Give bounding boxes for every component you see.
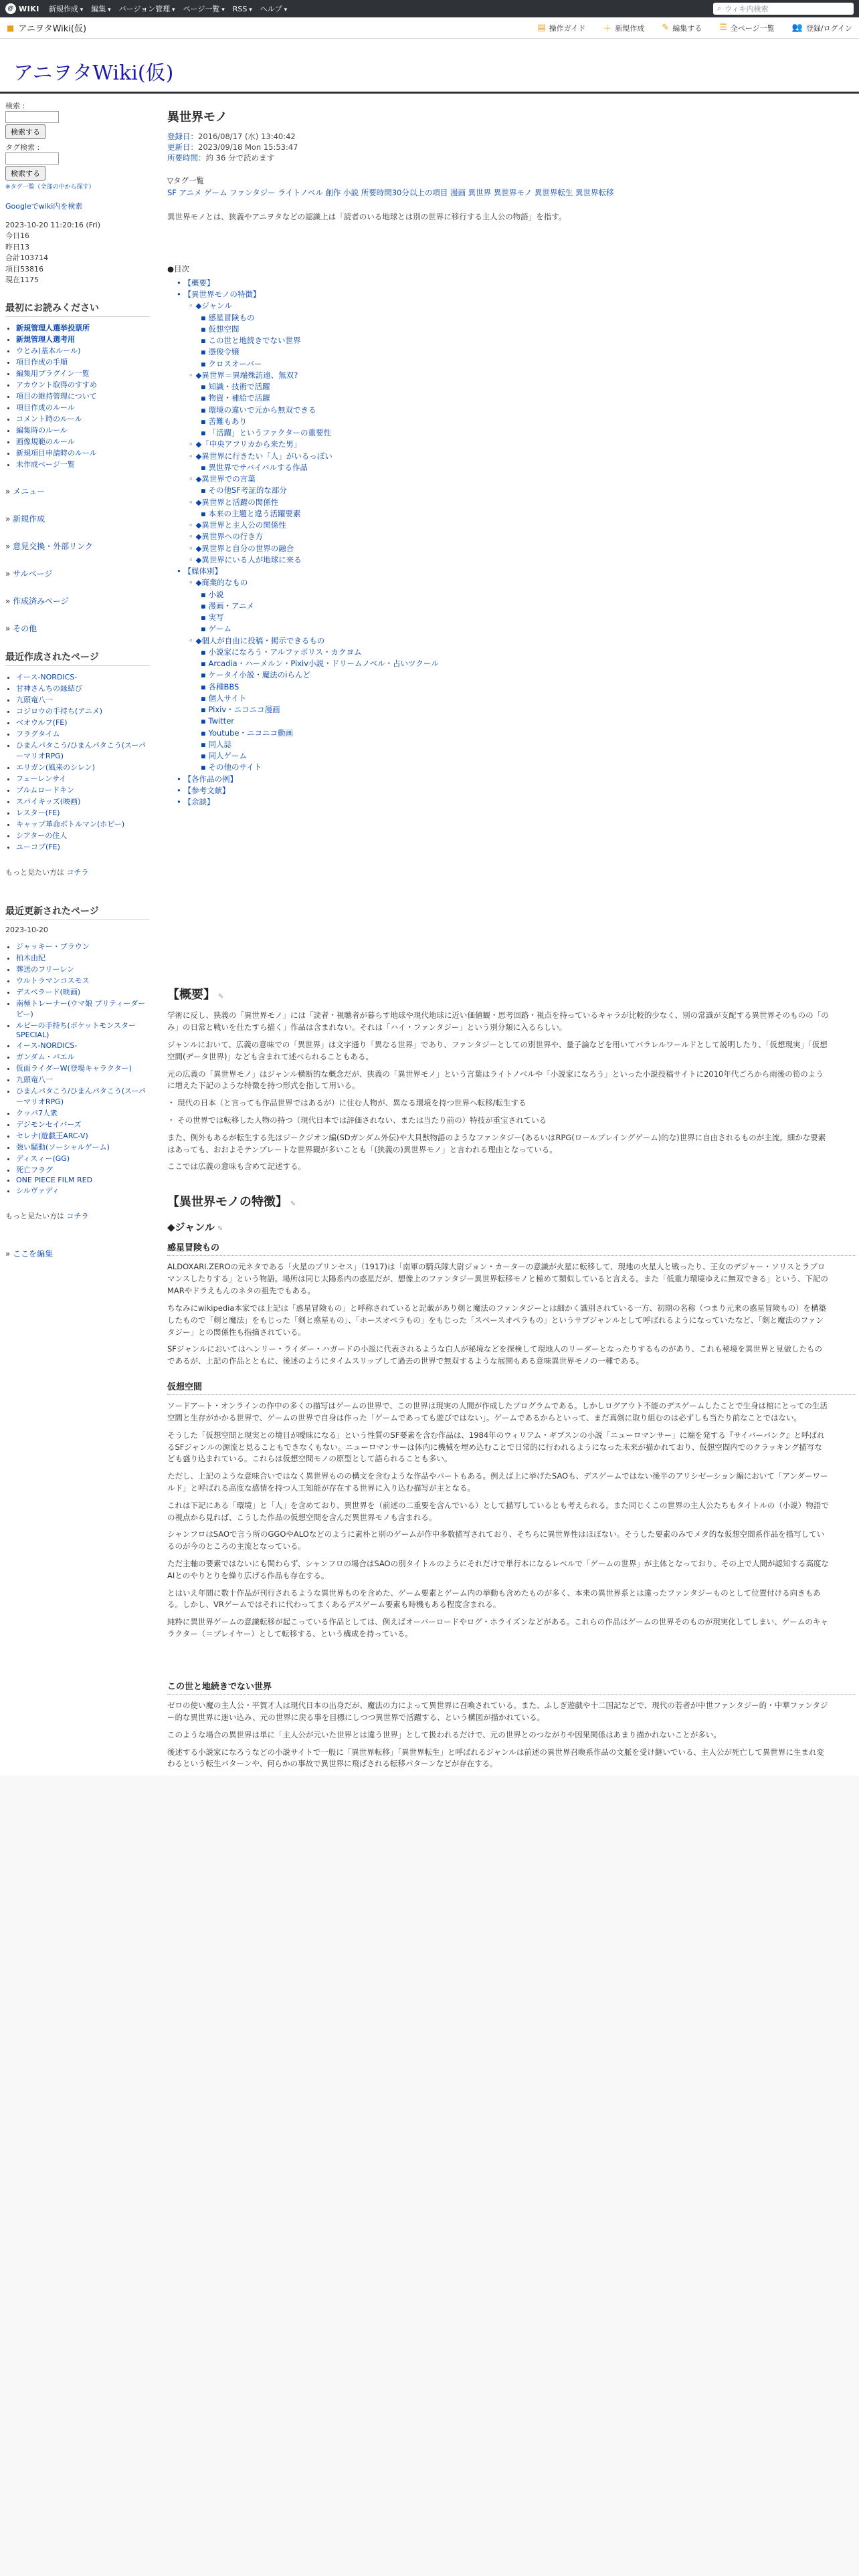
paragraph: また、例外もあるが転生する先はジークジオン編(SDガンダム外伝)や大貝獣物語のようなファンタジー(あるいはRPG(ロールプレイングゲーム)的な)世界に自由されるものが主流。細かな要素はあっても、おおよそテンプレートな世界観が多いことも「(狭義の)異世界モノ」と言われる理由となっている。 xyxy=(167,1132,826,1154)
toc-item[interactable]: ▪ ゲーム xyxy=(201,624,231,634)
paragraph: SFジャンルにおいてはヘンリー・ライダー・ハガードの小説に代表されるような白人が秘境などを探検して現地人のリーダーとなったりするものがあり、これも秘境を異世界と見做したものであるが、上記の作品とともに、後述のようにタイムスリップして過去の世界で無双するような展開もある意味異世界モノの一種である。 xyxy=(167,1344,823,1366)
tag-header: ▽タグ一覧 xyxy=(167,176,204,186)
toc-header: ●目次 xyxy=(167,263,190,274)
recent-date: 2023-10-20 xyxy=(5,925,48,934)
recent-created-item[interactable]: • フェーレンサイ xyxy=(16,773,150,784)
menu-version[interactable]: バージョン管理 ▾ xyxy=(119,3,175,14)
toc-item[interactable]: ▪ Twitter xyxy=(201,716,234,726)
sidebar-search-input[interactable] xyxy=(5,111,59,123)
menu-help[interactable]: ヘルプ ▾ xyxy=(260,3,287,14)
features-heading: 【異世界モノの特徴】 ✎ xyxy=(167,1195,296,1210)
recent-updated-item[interactable]: • 仮面ライダーW(登場キャラクター) xyxy=(16,1063,150,1073)
subsection-heading-2: 仮想空間 xyxy=(167,1381,856,1395)
edit-here-link[interactable]: » ここを編集 xyxy=(5,1248,150,1259)
toc-item[interactable]: • 【余談】 xyxy=(177,797,215,807)
tag-search-label: タグ検索 : xyxy=(5,143,40,152)
guide-button[interactable]: ▤ 操作ガイド xyxy=(537,23,586,33)
wiki-search-box[interactable] xyxy=(713,3,854,15)
first-read-list xyxy=(5,322,150,469)
toc-item[interactable]: ▪ クロスオーバー xyxy=(201,358,262,368)
toc-item[interactable]: ▪ 「活躍」というファクターの重要性 xyxy=(201,428,331,438)
list-icon: ☰ xyxy=(719,23,727,33)
more-updated-link[interactable]: コチラ xyxy=(66,1211,89,1220)
tag-list-link[interactable]: ※タグ一覧（全部の中から探す） xyxy=(5,184,95,191)
more-created-link[interactable]: コチラ xyxy=(66,867,89,877)
recent-updated-list xyxy=(5,941,150,1196)
article xyxy=(155,94,856,1776)
paragraph: ここでは広義の意味も含めて記述する。 xyxy=(167,1162,306,1172)
toc-item[interactable]: • 【媒体別】 xyxy=(177,566,222,576)
toc-item[interactable]: ◦ ◆異世界に行きたい「人」がいるっぽい xyxy=(189,451,332,461)
top-menu-bar xyxy=(0,0,859,17)
recent-updated-item[interactable]: • セレナ(遊戯王ARC-V) xyxy=(16,1130,150,1141)
recent-updated-item[interactable]: • ウルトラマンコスモス xyxy=(16,975,150,986)
paragraph: ・ その世界では転移した人物の持つ（現代日本では評価されない、または当たり前の）特技が重宝されている xyxy=(167,1115,547,1125)
toc-item[interactable]: ◦ ◆異世界での言葉 xyxy=(189,474,256,484)
toc-item[interactable]: ▪ Youtube・ニコニコ動画 xyxy=(201,728,293,738)
google-search-link[interactable]: Googleでwiki内を検索 xyxy=(5,202,83,211)
search-label: 検索 : xyxy=(5,102,25,110)
overview-heading: 【概要】 ✎ xyxy=(167,988,224,1002)
table-of-contents xyxy=(167,263,856,809)
paragraph: ちなみにwikipedia本家では上記は「惑星冒険もの」と呼称されていると記載があり剣と魔法のファンタジーとは細かく識別されている一方、初期の名称（つまり元来の惑星冒険もの）を構築したもので「剣と魔法」をもじった「剣と惑星もの」、「ホースオペラもの」をもじった「スペースオペラもの」というサブジャンルとして呼ばれるようになっていたなど、「剣と魔法のファンタジー」との関係性も指摘されている。 xyxy=(167,1303,827,1337)
recent-updated-item[interactable]: • ガンダム・バエル xyxy=(16,1051,150,1062)
nav-salvage[interactable]: » サルベージ xyxy=(5,568,150,579)
paragraph: ただし、上記のような意味合いではなく異世界ものの構文を含むような作品やパートもある。例えば上に挙げたSAOも、デスゲームではない後半のアリシゼーション編において「アンダーワールド」と呼ばれる高度な感情を持つ人工知能が存在する世界に入り込む描写が主となる。 xyxy=(167,1471,828,1493)
plus-icon: ＋ xyxy=(603,24,612,34)
first-read-item[interactable]: • 未作成ページ一覧 xyxy=(16,459,150,469)
menu-pages[interactable]: ページ一覧 ▾ xyxy=(183,3,225,14)
home-icon[interactable]: ■ xyxy=(7,23,15,33)
toc-item[interactable]: ◦ ◆「中央アフリカから来た男」 xyxy=(189,439,302,449)
paragraph: ・ 現代の日本（と言っても作品世界ではあるが）に住む人物が、異なる環境を持つ世界へ転移/転生する xyxy=(167,1098,527,1108)
first-read-item[interactable]: • 項目の維持管理について xyxy=(16,391,150,401)
recent-created-item[interactable]: • コジロウの手持ち(アニメ) xyxy=(16,706,150,716)
recent-updated-item[interactable]: • ジャッキー・ブラウン xyxy=(16,941,150,952)
first-read-heading: 最初にお読みください xyxy=(5,301,150,317)
all-pages-button[interactable]: ☰ 全ページ一覧 xyxy=(719,23,775,33)
recent-created-item[interactable]: • キャップ革命ボトルマン(ホビー) xyxy=(16,819,150,829)
recent-updated-item[interactable]: • 強い騒動(ソーシャルゲーム) xyxy=(16,1142,150,1152)
search-placeholder: ウィキ内検索 xyxy=(725,5,769,13)
recent-updated-item[interactable]: • シルヴァディ xyxy=(16,1185,150,1196)
toc-item[interactable]: ◦ ◆異世界＝異端殊訪遠、無双? xyxy=(189,370,298,380)
toc-item[interactable]: ◦ ◆異世界にいる人が地球に来る xyxy=(189,554,302,564)
recent-updated-item[interactable]: • デジモンセイバーズ xyxy=(16,1119,150,1130)
search-icon: ⌕ xyxy=(717,4,722,13)
toc-item[interactable]: ▪ ケータイ小説・魔法のiらんど xyxy=(201,670,310,680)
toc-item[interactable]: ▪ この世と地続きでない世界 xyxy=(201,336,301,346)
recent-created-item[interactable]: • ブルムロードキン xyxy=(16,784,150,795)
recent-created-item[interactable]: • レスター(FE) xyxy=(16,807,150,818)
toc-item[interactable]: ▪ 小説家になろう・アルファポリス・カクヨム xyxy=(201,647,362,657)
toc-item[interactable]: ◦ ◆個人が自由に投稿・掲示できるもの xyxy=(189,635,325,645)
paragraph: とはいえ年間に数十作品が刊行されるような異世界ものを含めた、ゲーム要素とゲーム内の挙動も含めたものが多く、本来の異世界系とは違ったファンタジーものとして位置付ける向きもある。しかし、VRゲームではそれに代わってまくあるデスゲーム要素も時機もある程度含まれる。 xyxy=(167,1588,821,1610)
paragraph: ソードアート・オンラインの作中の多くの描写はゲームの世界で、この世界は現実の人間が作成したプログラムである。しかしログアウト不能のデスゲームしたことで生身は棺にとっての生活空間と生存がかかる世界で、ゲームの世界で自身は作った「ゲームであっても遊びではない」。ゲームであるからといって、まだ真剣に取り組むのは必ずしも当たり前なことではない。 xyxy=(167,1401,828,1422)
site-title-area xyxy=(0,39,859,94)
subsection-body-2 xyxy=(167,1400,856,1640)
edit-pencil-icon[interactable]: ✎ xyxy=(218,993,224,1001)
wiki-logo-icon[interactable]: @ xyxy=(5,3,16,14)
toc-item[interactable]: ▪ 小説 xyxy=(201,589,224,599)
first-read-item[interactable]: • 新規項目申請時のルール xyxy=(16,447,150,458)
paragraph: ジャンルにおいて、広義の意味での「異世界」は文字通り「異なる世界」であり、ファンタジーとしての別世界や、量子論などを用いてパラレルワールドとして説明したり、「仮想現実」「仮想空間(データ世界)」なども含まれて述べられることもある。 xyxy=(167,1039,828,1061)
recent-created-item[interactable]: • 甘神さんちの縁結び xyxy=(16,683,150,693)
overview-body xyxy=(167,1010,856,1173)
edit-pencil-icon[interactable]: ✎ xyxy=(290,1200,296,1208)
recent-updated-item[interactable]: • ルビーの手持ち(ポケットモンスターSPECIAL) xyxy=(16,1020,150,1039)
paragraph: 純粋に異世界ゲームの意識転移が起こっている作品としては、例えばオーバーロードやログ・ホライズンなどがある。これらの作品はゲームの世界そのものが現実化してしまい、ゲームのキャラクター（＝プレイヤー）として転移する、という構成を持っている。 xyxy=(167,1617,828,1639)
recent-updated-item[interactable]: • 柏木由紀 xyxy=(16,952,150,963)
recent-updated-item[interactable]: • 南極トレーナー(ウマ娘 プリティーダービー) xyxy=(16,998,150,1019)
subsection-heading-1: 感星冒険もの xyxy=(167,1242,856,1256)
paragraph: ただ主軸の要素ではないにも関わらず、シャンフロの場合はSAOの別タイトルのようにそれだけで単行本になるレベルで「ゲームの世界」が主体となっており、その上で人間が認知する高度なAIとのやりとりを繰り広げる作品も存在する。 xyxy=(167,1559,829,1580)
nav-other[interactable]: » その他 xyxy=(5,623,150,634)
first-read-item[interactable]: • 編集用プラグイン一覧 xyxy=(16,368,150,379)
toc-item[interactable]: ▪ 物資・補給で活躍 xyxy=(201,393,270,403)
recent-created-item[interactable]: • 九頭竜八一 xyxy=(16,694,150,705)
recent-updated-item[interactable]: • ディスィー(GG) xyxy=(16,1153,150,1164)
menu-edit[interactable]: 編集 ▾ xyxy=(91,3,110,14)
recent-updated-item[interactable]: • 九頭竜八一 xyxy=(16,1074,150,1085)
paragraph: 後述する小説家になろうなどの小説サイトで一般に「異世界転移」「異世界転生」と呼ばれるジャンルは前述の異世界召喚系作品の文脈を受け継いでいる、主人公が死亡して異世界に生まれ変わるという転生パターンや、何らかの事故で異世界に飛ばされる転移パターンなどが存在する。 xyxy=(167,1747,824,1769)
edit-pencil-icon[interactable]: ✎ xyxy=(217,1225,223,1233)
toc-item[interactable]: • 【異世界モノの特徴】 xyxy=(177,290,261,300)
more-created: もっと見たい方は コチラ xyxy=(5,867,89,877)
toc-item[interactable]: ▪ Arcadia・ハーメルン・Pixiv小説・ドリームノベル・占いツクール xyxy=(201,659,439,669)
new-page-button[interactable]: ＋ 新規作成 xyxy=(603,21,644,34)
toc-item[interactable]: ▪ その他のサイト xyxy=(201,762,262,772)
toc-item[interactable]: ◦ ◆異世界と活躍の関係性 xyxy=(189,497,279,507)
pencil-icon: ✎ xyxy=(662,23,670,33)
first-read-item[interactable]: • 新規管理人選挙投票所 xyxy=(16,322,150,333)
toc-item[interactable]: ◦ ◆ジャンル xyxy=(189,301,232,311)
subsection-body-1 xyxy=(167,1261,856,1368)
paragraph: シャンフロはSAOで言う所のGGOやALOなどのように素朴と別のゲームが作中多数描写されており、そちらに異世界性はほぼない。そうした要素のみでメタ的な仮想空間系作品を描写しているのが今のところの主流となっている。 xyxy=(167,1529,825,1551)
paragraph: 学術に反し、狭義の「異世界モノ」には「読者・視聴者が暮らす地球や現代地球に近い価値観・思考回路・視点を持っているキャラが比較的少なく、別の常識が支配する異世界そのものの「のみ」の日常と戦いを仕たすら描く」作品は含まれない。それは「ハイ・ファンタジー」という別分類に入るらしい。 xyxy=(167,1010,829,1033)
paragraph: ゼロの使い魔の主人公・平賀才人は現代日本の出身だが、魔法の力によって異世界に召喚されている。また、ふしぎ遊戯や十二国記などで、現代の若者が中世ファンタジー的・中華ファンタジー的な異世界に迷い込み、元の世界に戻る事を目標にしつつ異世界で活躍する、という構図が描かれている。 xyxy=(167,1701,828,1722)
paragraph: このような場合の異世界は単に「主人公が元いた世界とは違う世界」として扱われるだけで、元の世界とのつながりや因果関係はあまり描かれないことが多い。 xyxy=(167,1729,721,1739)
site-title[interactable]: アニヲタWiki(仮) xyxy=(13,62,174,85)
first-read-item[interactable]: • 編集時のルール xyxy=(16,425,150,435)
nav-menu[interactable]: » メニュー xyxy=(5,486,150,497)
recent-created-item[interactable]: • フラグタイム xyxy=(16,728,150,739)
toc-item[interactable]: ▪ 仮想空間 xyxy=(201,324,240,334)
recent-updated-item[interactable]: • 死亡フラグ xyxy=(16,1164,150,1175)
recent-created-item[interactable]: • シアターの住人 xyxy=(16,830,150,841)
toc-item[interactable]: ▪ 環境の違いで元から無双できる xyxy=(201,405,316,415)
paragraph: ALDOXARI.ZEROの元ネタである「火星のプリンセス」（1917)は「南軍の騎兵隊大尉ジョン・カーターの意識が火星に転移して、現地の火星人と戦ったり、王女のデジャー・ソリスとラブロマンスしたりする」という物語。場所は同じ太陽系内の惑星だが、想像上のファンタジー異世界転移モノと極めて類似していると言える。また「低重力環境ゆえに無双できる」という、下記のMARやドラえもんのネタの祖先でもある。 xyxy=(167,1262,828,1296)
paragraph: 元の広義の「異世界モノ」はジャンル横断的な概念だが、狭義の「異世界モノ」という言葉はライトノベルや「小説家になろう」といった小説投稿サイトに2010年代ごろから雨後の筍のように増えた下記のような特徴を持つ形式を指して用いる。 xyxy=(167,1069,824,1091)
paragraph: そうした「仮想空間と現実との境目が曖昧になる」という性質のSF要素を含む作品は、1984年のウィリアム・ギブスンの小説「ニューロマンサー」に端を発する『サイバーパンク』と呼ばれるSFジャンルの源流と見ることもできなくもない。ニューロマンサーは体内に機械を埋め込むことで日常的に行われるようになった未来が描かれており、仮想空間内でのクラッキング描写なども盛り込まれている。これらは仮想空間モノの原型として語られることも多い。 xyxy=(167,1430,825,1464)
recent-created-heading: 最近作成されたページ xyxy=(5,650,150,666)
recent-created-item[interactable]: • ベオウルフ(FE) xyxy=(16,717,150,728)
recent-updated-item[interactable]: • 葬送のフリーレン xyxy=(16,964,150,974)
toc-item[interactable]: ◦ ◆異世界と主人公の関係性 xyxy=(189,520,286,530)
tag-search-input[interactable] xyxy=(5,152,59,165)
recent-created-item[interactable]: • イース-NORDICS- xyxy=(16,671,150,682)
users-icon: 👥 xyxy=(791,23,803,33)
toc-item[interactable]: ◦ ◆異世界への行き方 xyxy=(189,532,264,542)
genre-heading: ◆ジャンル ✎ xyxy=(167,1221,223,1234)
toc-item[interactable]: ▪ 本来の主題と違う活躍要素 xyxy=(201,508,301,518)
recent-updated-heading: 最近更新されたページ xyxy=(5,904,150,920)
toc-item[interactable]: ◦ ◆商業的なもの xyxy=(189,578,248,588)
menu-rss[interactable]: RSS ▾ xyxy=(233,5,252,13)
sidebar-search-button[interactable]: 検索する xyxy=(5,124,45,139)
recent-updated-item[interactable]: • クッパ7人衆 xyxy=(16,1107,150,1118)
page-meta: 登録日：2016/08/17 (水) 13:40:42 更新日：2023/09/18 Mon 15:53:47 所要時間：約 36 分で読めます xyxy=(167,131,298,163)
toc-item[interactable]: ▪ 同人誌 xyxy=(201,739,231,749)
first-read-item[interactable]: • アカウント取得のすすめ xyxy=(16,379,150,390)
toc-item[interactable]: ◦ ◆異世界と自分の世界の融合 xyxy=(189,543,294,553)
subsection-heading-3: この世と地続きでない世界 xyxy=(167,1681,856,1695)
toc-item[interactable]: ▪ 漫画・アニメ xyxy=(201,601,254,611)
site-header-bar xyxy=(0,17,859,39)
first-read-item[interactable]: • 項目作成の手順 xyxy=(16,356,150,367)
toc-item[interactable]: ▪ その他SF考証的な部分 xyxy=(201,486,287,496)
nav-created[interactable]: » 作成済みページ xyxy=(5,595,150,607)
recent-updated-item[interactable]: • ひまんパタこう/ひまんパタこう(スーパーマリオRPG) xyxy=(16,1085,150,1107)
guide-icon: ▤ xyxy=(537,23,546,33)
first-read-item[interactable]: • 新規管理人選考用 xyxy=(16,334,150,344)
tag-list xyxy=(167,175,856,199)
toc-item[interactable]: ▪ 同人ゲーム xyxy=(201,751,247,761)
tag-search-button[interactable]: 検索する xyxy=(5,166,45,181)
toc-item[interactable]: ▪ 異世界でサバイバルする作品 xyxy=(201,462,308,472)
more-updated: もっと見たい方は コチラ xyxy=(5,1211,89,1220)
site-name[interactable]: アニヲタWiki(仮) xyxy=(18,24,87,34)
recent-updated-item[interactable]: • イース-NORDICS- xyxy=(16,1040,150,1051)
subsection-body-3 xyxy=(167,1700,856,1770)
recent-created-item[interactable]: • エリガン(風来のシレン) xyxy=(16,762,150,772)
toc-item[interactable]: ▪ 各種BBS xyxy=(201,681,240,691)
toc-item[interactable]: ▪ 実写 xyxy=(201,613,224,623)
first-read-item[interactable]: • ウとみ(基本ルール) xyxy=(16,345,150,356)
login-button[interactable]: 👥 登録/ログイン xyxy=(791,23,852,33)
tag-links[interactable]: SF アニメ ゲーム ファンタジー ライトノベル 創作 小説 所要時間30分以上の項目 漫画 異世界 異世界モノ 異世界転生 異世界転移 xyxy=(167,187,614,197)
recent-created-list xyxy=(5,671,150,852)
toc-item[interactable]: ▪ 知識・技術で活躍 xyxy=(201,382,270,392)
nav-new[interactable]: » 新規作成 xyxy=(5,513,150,524)
recent-created-item[interactable]: • ひまんパタこう/ひまんパタこう(スーパーマリオRPG) xyxy=(16,740,150,761)
first-read-item[interactable]: • 画像規範のルール xyxy=(16,436,150,447)
toc-item[interactable]: ▪ 感星冒険もの xyxy=(201,312,255,322)
toc-item[interactable]: • 【概要】 xyxy=(177,278,215,288)
toc-item[interactable]: ▪ 個人サイト xyxy=(201,693,247,703)
recent-updated-item[interactable]: • ONE PIECE FILM RED xyxy=(16,1176,150,1184)
sidebar xyxy=(0,94,155,1776)
menu-new[interactable]: 新規作成 ▾ xyxy=(49,3,83,14)
first-read-item[interactable]: • コメント時のルール xyxy=(16,413,150,424)
recent-created-item[interactable]: • スパイキッズ(映画) xyxy=(16,796,150,807)
counter-stats: 2023-10-20 11:20:16 (Fri) 今日16 昨日13 合計103714 項目53816 現在1175 xyxy=(5,220,101,285)
toc-item[interactable]: ▪ Pixiv・ニコニコ漫画 xyxy=(201,705,280,715)
recent-updated-item[interactable]: • デスペラード(映画) xyxy=(16,986,150,997)
first-read-item[interactable]: • 項目作成のルール xyxy=(16,402,150,413)
intro-text: 異世界モノとは、狭義やアニヲタなどの認識上は「読者のいる地球とは別の世界に移行する主人公の物語」を指す。 xyxy=(167,211,567,221)
page-title: 異世界モノ xyxy=(167,110,227,124)
nav-links[interactable]: » 意見交換・外部リンク xyxy=(5,540,150,552)
recent-created-item[interactable]: • ユーコブ(FE) xyxy=(16,841,150,852)
toc-item[interactable]: • 【参考文献】 xyxy=(177,785,230,795)
edit-page-button[interactable]: ✎ 編集する xyxy=(662,23,702,33)
paragraph: これは下記にある「環境」と「人」を含めており、異世界を（前述の二重要を含んでいる）として描写しているとも考えられる。また同じくこの世界の主人公たちもタイトルの（小説）物語での視点から見れば、こうした作品の仮想空間を含んだ異世界モノも含まれる。 xyxy=(167,1500,829,1522)
toc-item[interactable]: ▪ 憑俊令嬢 xyxy=(201,347,240,357)
wiki-brand[interactable]: WIKI xyxy=(19,4,39,13)
toc-item[interactable]: ▪ 苦難もあり xyxy=(201,416,247,426)
toc-item[interactable]: • 【各作品の例】 xyxy=(177,774,237,784)
